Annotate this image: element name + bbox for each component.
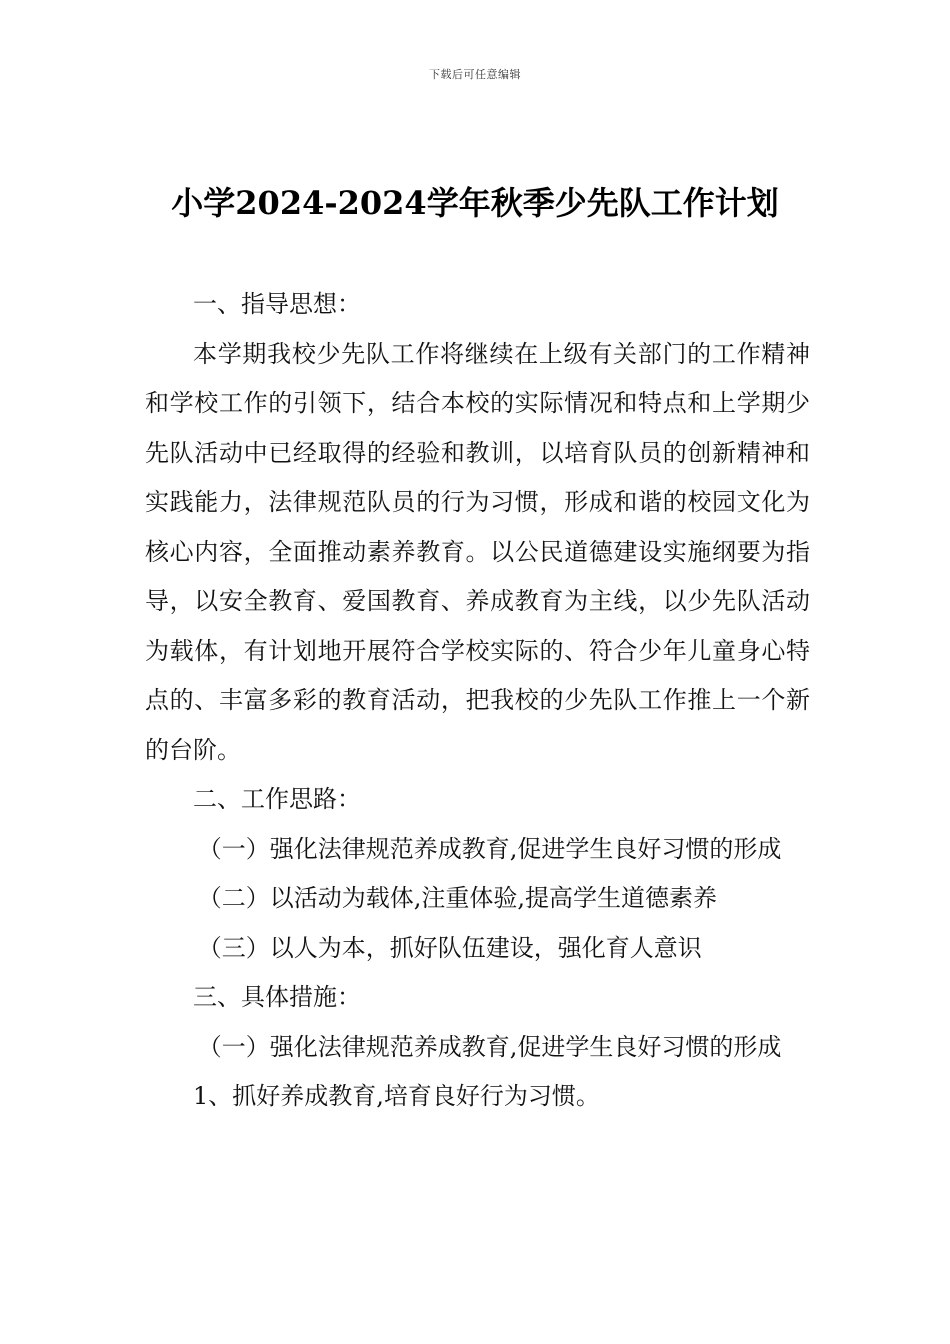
section-heading-specific-measures: 三、具体措施： [193, 983, 361, 1011]
section-heading-guiding-ideology: 一、指导思想： [193, 290, 361, 318]
page-header-note: 下载后可任意编辑 [429, 68, 521, 81]
section-heading-work-approach: 二、工作思路： [193, 785, 361, 813]
document-body [145, 280, 810, 1122]
specific-measures-item-1: （一）强化法律规范养成教育,促进学生良好习惯的形成 [197, 1032, 782, 1061]
work-approach-item-2: （二）以活动为载体,注重体验,提高学生道德素养 [197, 884, 718, 912]
specific-measures-subitem-1: 1、抓好养成教育,培育良好行为习惯。 [193, 1082, 600, 1110]
document-title: 小学2024-2024学年秋季少先队工作计划 [171, 184, 779, 222]
work-approach-item-3: （三）以人为本，抓好队伍建设，强化育人意识 [197, 933, 702, 962]
paragraph-guiding-ideology: 本学期我校少先队工作将继续在上级有关部门的工作精神和学校工作的引领下，结合本校的实际情况和特点和上学期少先队活动中已经取得的经验和教训，以培育队员的创新精神和实践能力，法律规范队员的行为习惯，形成和谐的校园文化为核心内容，全面推动素养教育。以公民道德建设实施纲要为指导，以安全教育、爱国教育、养成教育为主线，以少先队活动为载体，有计划地开展符合学校实际的、符合少年儿童身心特点的、丰富多彩的教育活动，把我校的少先队工作推上一个新的台阶。 [145, 339, 810, 764]
work-approach-item-1: （一）强化法律规范养成教育,促进学生良好习惯的形成 [197, 834, 782, 863]
